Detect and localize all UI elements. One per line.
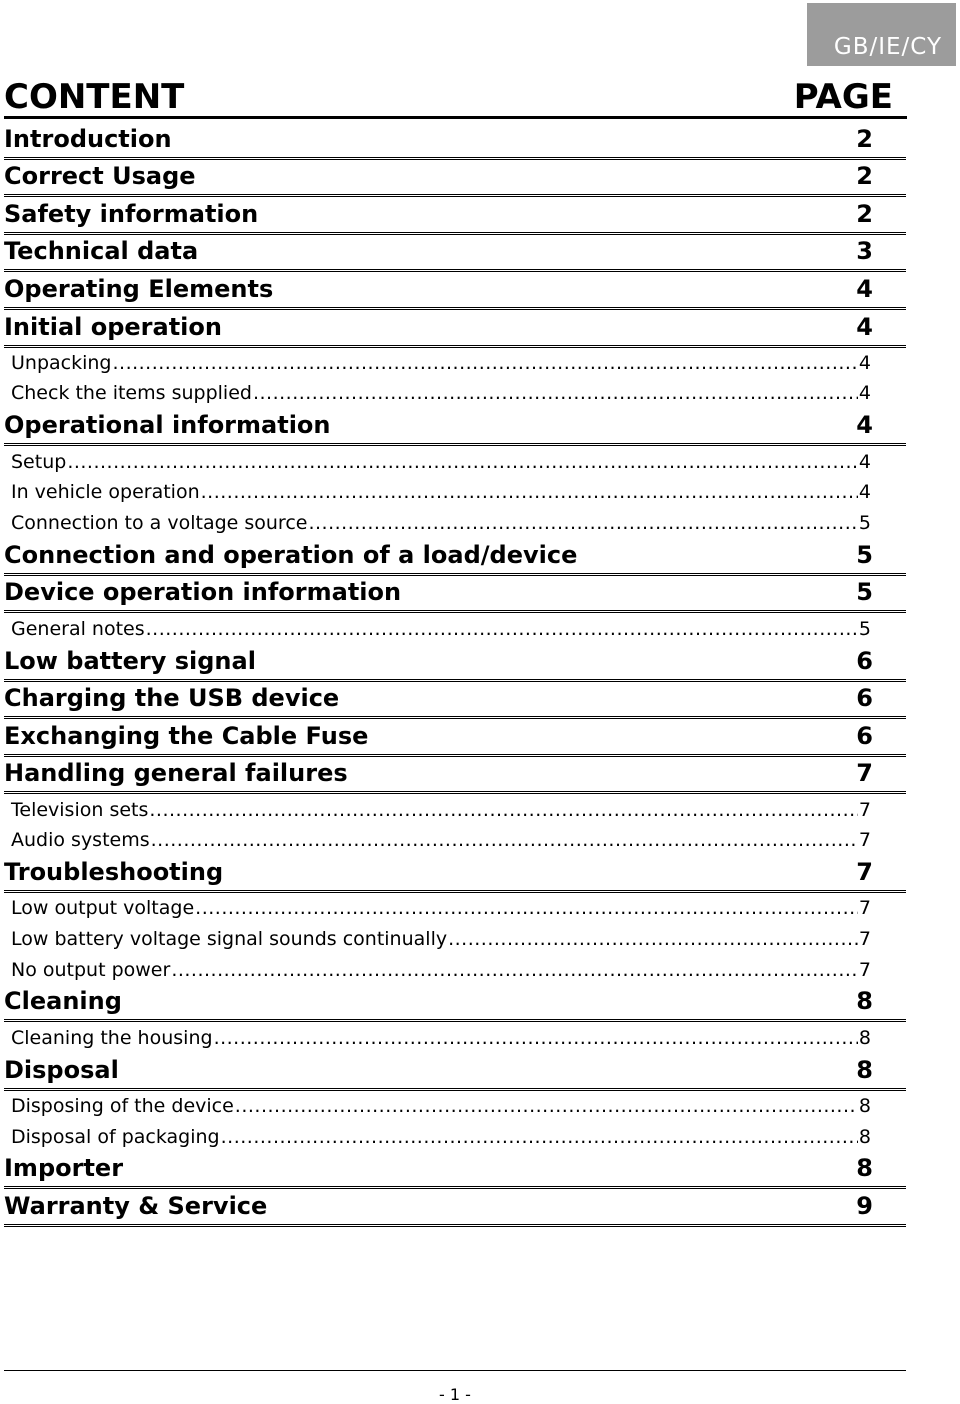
toc-entry-page: 7 <box>858 958 871 981</box>
toc-entry-page: 9 <box>856 1192 873 1220</box>
toc-subsection-row[interactable] <box>4 893 906 924</box>
toc-subsection-row[interactable] <box>4 825 906 856</box>
toc-entry-title: Disposal of packaging <box>11 1125 220 1148</box>
toc-entry-title: Device operation information <box>4 578 402 607</box>
toc-entry-title: Technical data <box>4 237 199 266</box>
toc-entry-page: 2 <box>856 199 873 228</box>
toc-subsection-row[interactable] <box>4 954 906 985</box>
toc-entry-page: 2 <box>856 162 873 191</box>
toc-entry-page: 4 <box>858 481 871 504</box>
toc-entry-title: Disposing of the device <box>11 1094 234 1117</box>
toc-entry-title: Importer <box>4 1154 124 1183</box>
toc-subsection-row[interactable] <box>4 924 906 955</box>
dot-leader <box>151 829 858 851</box>
toc-entry-title: Introduction <box>4 124 172 153</box>
toc-entry-page: 7 <box>858 897 871 920</box>
dot-leader <box>146 618 858 640</box>
toc-section-row[interactable] <box>4 719 906 757</box>
toc-entry-page: 6 <box>856 721 873 750</box>
toc-section-row[interactable] <box>4 310 906 348</box>
toc-entry-title: Troubleshooting <box>4 858 224 887</box>
toc-subsection-row[interactable] <box>4 1121 906 1152</box>
dot-leader <box>253 382 858 404</box>
table-of-contents <box>4 122 906 1227</box>
toc-subsection-row[interactable] <box>4 508 906 539</box>
toc-entry-title: Connection and operation of a load/device <box>4 540 578 569</box>
toc-subsection-row[interactable] <box>4 613 906 644</box>
toc-section-row[interactable] <box>4 409 906 447</box>
toc-header <box>4 77 907 119</box>
toc-section-row[interactable] <box>4 644 906 682</box>
toc-entry-page: 7 <box>858 829 871 852</box>
dot-leader <box>112 352 857 374</box>
toc-entry-title: Exchanging the Cable Fuse <box>4 721 369 750</box>
toc-entry-title: Warranty & Service <box>4 1192 268 1220</box>
toc-entry-page: 8 <box>856 987 873 1016</box>
toc-section-row[interactable] <box>4 538 906 576</box>
dot-leader <box>171 959 858 981</box>
toc-section-row[interactable] <box>4 122 906 160</box>
toc-entry-page: 4 <box>858 351 871 374</box>
language-tab: GB/IE/CY <box>807 3 956 66</box>
toc-entry-title: Handling general failures <box>4 759 348 788</box>
toc-entry-page: 8 <box>858 1026 871 1049</box>
toc-entry-title: Television sets <box>11 798 149 821</box>
dot-leader <box>201 481 858 503</box>
toc-entry-page: 6 <box>856 684 873 713</box>
toc-entry-page: 7 <box>856 759 873 788</box>
toc-entry-page: 6 <box>856 646 873 675</box>
dot-leader <box>149 799 858 821</box>
toc-entry-title: Connection to a voltage source <box>11 511 308 534</box>
toc-section-row[interactable] <box>4 985 906 1023</box>
toc-subsection-row[interactable] <box>4 1022 906 1053</box>
toc-entry-title: Cleaning the housing <box>11 1026 213 1049</box>
dot-leader <box>308 512 857 534</box>
toc-entry-page: 8 <box>856 1154 873 1183</box>
page-heading: PAGE <box>793 77 893 117</box>
toc-entry-title: No output power <box>11 958 171 981</box>
toc-section-row[interactable] <box>4 576 906 614</box>
toc-entry-page: 5 <box>856 578 873 607</box>
toc-entry-page: 5 <box>858 617 871 640</box>
toc-section-row[interactable] <box>4 757 906 795</box>
toc-entry-page: 2 <box>856 124 873 153</box>
toc-entry-title: Correct Usage <box>4 162 196 191</box>
toc-section-row[interactable] <box>4 682 906 720</box>
dot-leader <box>195 897 858 919</box>
toc-entry-title: Audio systems <box>11 829 150 852</box>
toc-entry-title: General notes <box>11 617 145 640</box>
toc-subsection-row[interactable] <box>4 446 906 477</box>
toc-entry-page: 4 <box>858 382 871 405</box>
page-number: - 1 - <box>439 1385 471 1404</box>
toc-entry-page: 5 <box>856 540 873 569</box>
toc-entry-title: Disposal <box>4 1055 119 1084</box>
footer-divider <box>4 1370 906 1371</box>
toc-entry-title: Low battery voltage signal sounds continually <box>11 927 448 950</box>
toc-entry-title: Unpacking <box>11 351 112 374</box>
toc-entry-title: Low output voltage <box>11 897 195 920</box>
toc-section-row[interactable] <box>4 160 906 198</box>
dot-leader <box>235 1095 858 1117</box>
toc-section-row[interactable] <box>4 272 906 310</box>
toc-entry-title: Check the items supplied <box>11 382 252 405</box>
toc-entry-page: 4 <box>856 274 873 303</box>
toc-entry-page: 7 <box>858 927 871 950</box>
toc-entry-page: 7 <box>858 798 871 821</box>
toc-entry-page: 4 <box>856 411 873 440</box>
toc-subsection-row[interactable] <box>4 348 906 379</box>
toc-entry-title: Charging the USB device <box>4 684 340 713</box>
toc-entry-title: Cleaning <box>4 987 122 1016</box>
toc-section-row[interactable] <box>4 1152 906 1190</box>
toc-entry-page: 5 <box>858 511 871 534</box>
toc-subsection-row[interactable] <box>4 1091 906 1122</box>
toc-entry-title: Safety information <box>4 199 259 228</box>
dot-leader <box>214 1027 858 1049</box>
toc-subsection-row[interactable] <box>4 477 906 508</box>
content-heading: CONTENT <box>4 77 185 117</box>
toc-section-row[interactable] <box>4 1053 906 1091</box>
toc-entry-page: 7 <box>856 858 873 887</box>
toc-entry-title: Initial operation <box>4 312 222 341</box>
toc-section-row[interactable] <box>4 1189 906 1227</box>
toc-entry-page: 4 <box>856 312 873 341</box>
toc-entry-page: 8 <box>858 1125 871 1148</box>
toc-entry-title: Operational information <box>4 411 331 440</box>
dot-leader <box>448 928 858 950</box>
dot-leader <box>221 1126 858 1148</box>
toc-subsection-row[interactable] <box>4 794 906 825</box>
dot-leader <box>67 451 858 473</box>
toc-entry-title: In vehicle operation <box>11 481 200 504</box>
toc-entry-page: 4 <box>858 450 871 473</box>
toc-entry-page: 8 <box>858 1094 871 1117</box>
toc-section-row[interactable] <box>4 855 906 893</box>
toc-section-row[interactable] <box>4 235 906 273</box>
toc-section-row[interactable] <box>4 197 906 235</box>
toc-subsection-row[interactable] <box>4 378 906 409</box>
toc-entry-page: 3 <box>856 237 873 266</box>
toc-entry-page: 8 <box>856 1055 873 1084</box>
toc-entry-title: Setup <box>11 450 67 473</box>
toc-entry-title: Low battery signal <box>4 646 256 675</box>
toc-entry-title: Operating Elements <box>4 274 274 303</box>
